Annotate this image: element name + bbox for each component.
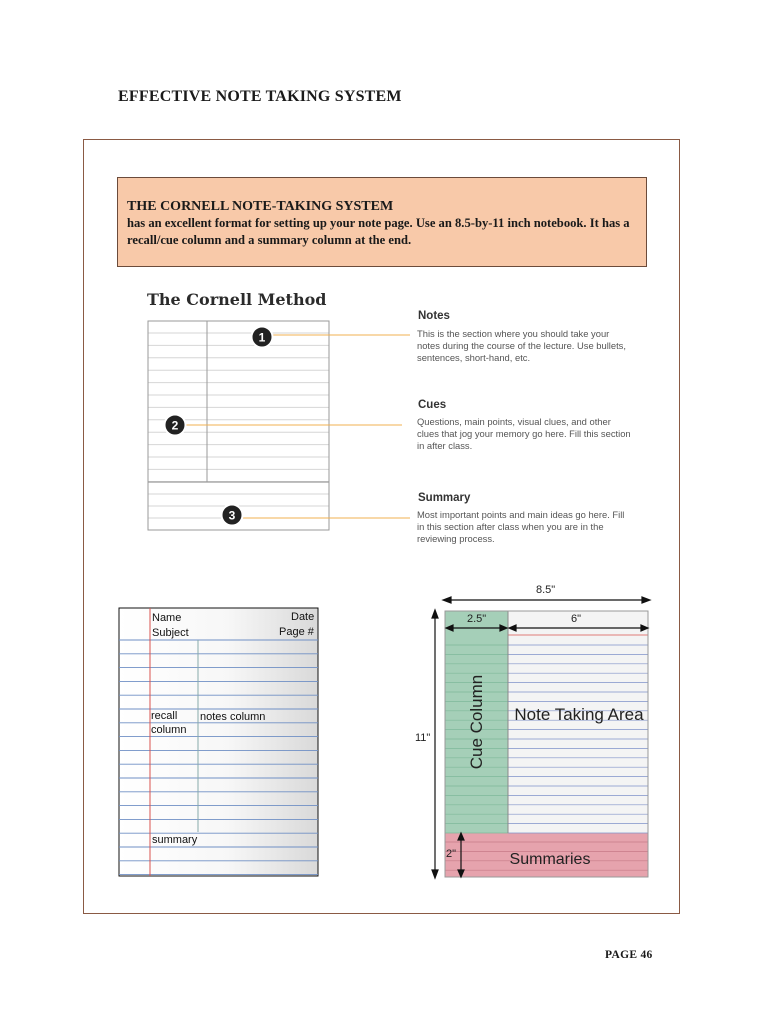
notebook-subject: Subject — [152, 627, 189, 639]
marker-1-label: 1 — [258, 330, 266, 345]
page-number: PAGE 46 — [605, 949, 653, 961]
cues-heading: Cues — [418, 399, 447, 411]
notebook-summary: summary — [152, 834, 198, 846]
cornell-method-title: The Cornell Method — [147, 290, 327, 309]
page-title: EFFECTIVE NOTE TAKING SYSTEM — [118, 88, 402, 105]
summary-heading: Summary — [418, 492, 471, 504]
notes-width-label: 6" — [571, 613, 582, 625]
notebook-column: column — [151, 724, 187, 736]
summary-description: Most important points and main ideas go here. Fill in this section after class when you are in the reviewing process. — [417, 509, 625, 544]
notebook-recall: recall — [151, 710, 178, 722]
notebook-page: Page # — [279, 626, 314, 638]
cue-column-label: Cue Column — [467, 674, 486, 770]
marker-2-label: 2 — [171, 418, 179, 433]
cues-description: Questions, main points, visual clues, and other clues that jog your memory go here. Fill this section in after class. — [417, 416, 631, 451]
cue-width-label: 2.5" — [467, 613, 487, 625]
notebook-name: Name — [152, 612, 182, 624]
callout-title: THE CORNELL NOTE-TAKING SYSTEM — [127, 199, 394, 214]
notes-heading: Notes — [418, 310, 450, 322]
note-taking-area-label: Note Taking Area — [514, 705, 644, 724]
summary-height-label: 2" — [446, 848, 457, 860]
height-label: 11" — [415, 732, 431, 744]
width-label: 8.5" — [536, 584, 556, 596]
notebook-date: Date — [291, 611, 315, 623]
notebook-notes-column: notes column — [200, 711, 266, 723]
summaries-label: Summaries — [509, 851, 591, 868]
marker-3-label: 3 — [228, 508, 236, 523]
callout-text: has an excellent format for setting up your note page. Use an 8.5-by-11 inch notebook. It has a recall/cue column and a summary column at the end. — [127, 216, 630, 247]
notes-description: This is the section where you should take your notes during the course of the lecture. Use bullets, sentences, short-hand, etc. — [417, 328, 626, 363]
